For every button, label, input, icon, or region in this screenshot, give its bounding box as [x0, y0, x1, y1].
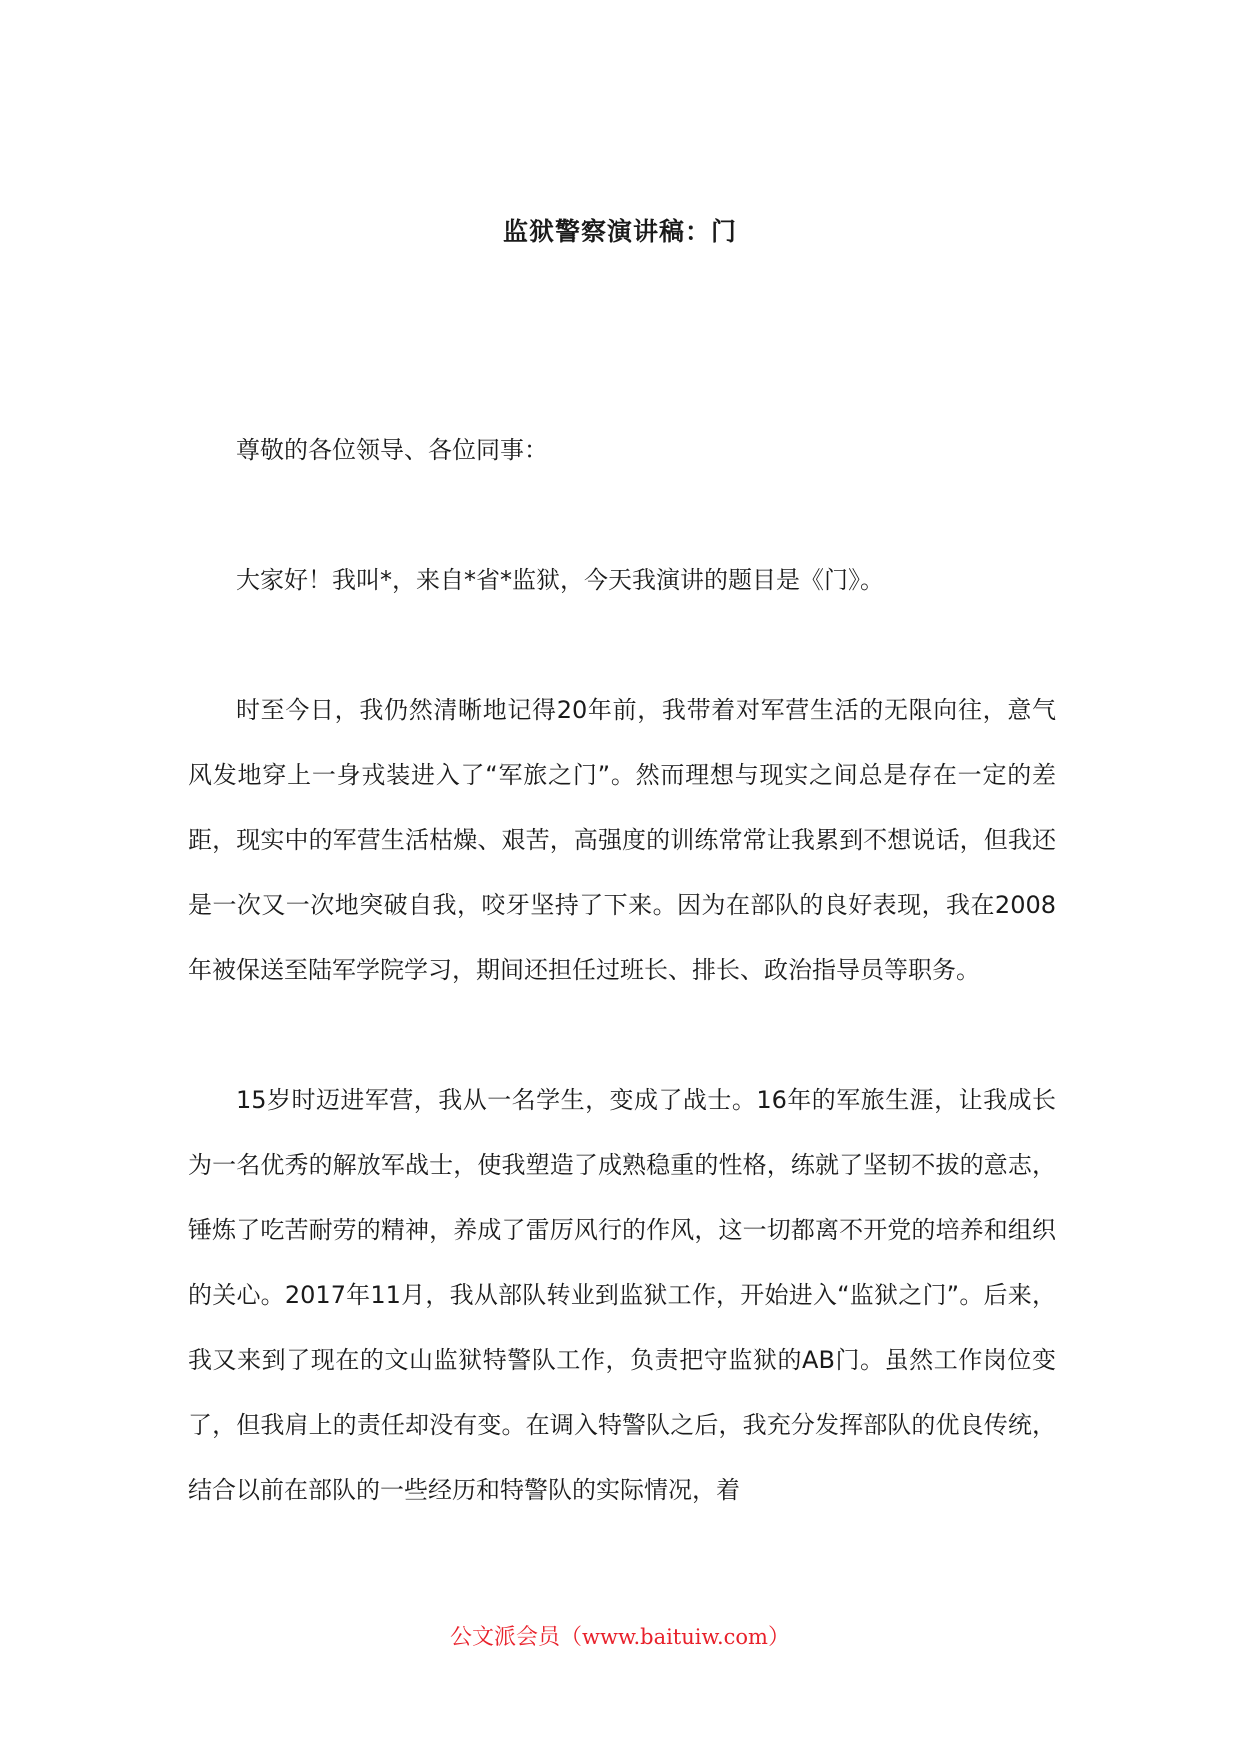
salutation-paragraph: 尊敬的各位领导、各位同事：	[236, 436, 548, 464]
career-paragraph: 15岁时迈进军营，我从一名学生，变成了战士。16年的军旅生涯，让我成长为一名优秀的解放军战士，使我塑造了成熟稳重的性格，练就了坚韧不拔的意志，锤炼了吃苦耐劳的精神，养成了雷厉风行的作风，这一切都离不开党的培养和组织的关心。2017年11月，我从部队转业到监狱工作，开始进入“监狱之门”。后来，我又来到了现在的文山监狱特警队工作，负责把守监狱的AB门。虽然工作岗位变了，但我肩上的责任却没有变。在调入特警队之后，我充分发挥部队的优良传统，结合以前在部队的一些经历和特警队的实际情况，着	[188, 1086, 1056, 1504]
footer-watermark	[0, 1620, 1240, 1651]
document-body	[188, 418, 1056, 1588]
military-paragraph: 时至今日，我仍然清晰地记得20年前，我带着对军营生活的无限向往，意气风发地穿上一身戎装进入了“军旅之门”。然而理想与现实之间总是存在一定的差距，现实中的军营生活枯燥、艰苦，高强度的训练常常让我累到不想说话，但我还是一次又一次地突破自我，咬牙坚持了下来。因为在部队的良好表现，我在2008年被保送至陆军学院学习，期间还担任过班长、排长、政治指导员等职务。	[188, 696, 1056, 984]
footer-close: ）	[767, 1625, 790, 1650]
document-title: 监狱警察演讲稿：门	[502, 217, 737, 246]
intro-paragraph: 大家好！我叫*，来自*省*监狱，今天我演讲的题目是《门》。	[236, 566, 884, 594]
footer-url-link[interactable]: www.baituiw.com	[582, 1625, 768, 1649]
footer-label: 公文派会员（	[450, 1625, 583, 1650]
